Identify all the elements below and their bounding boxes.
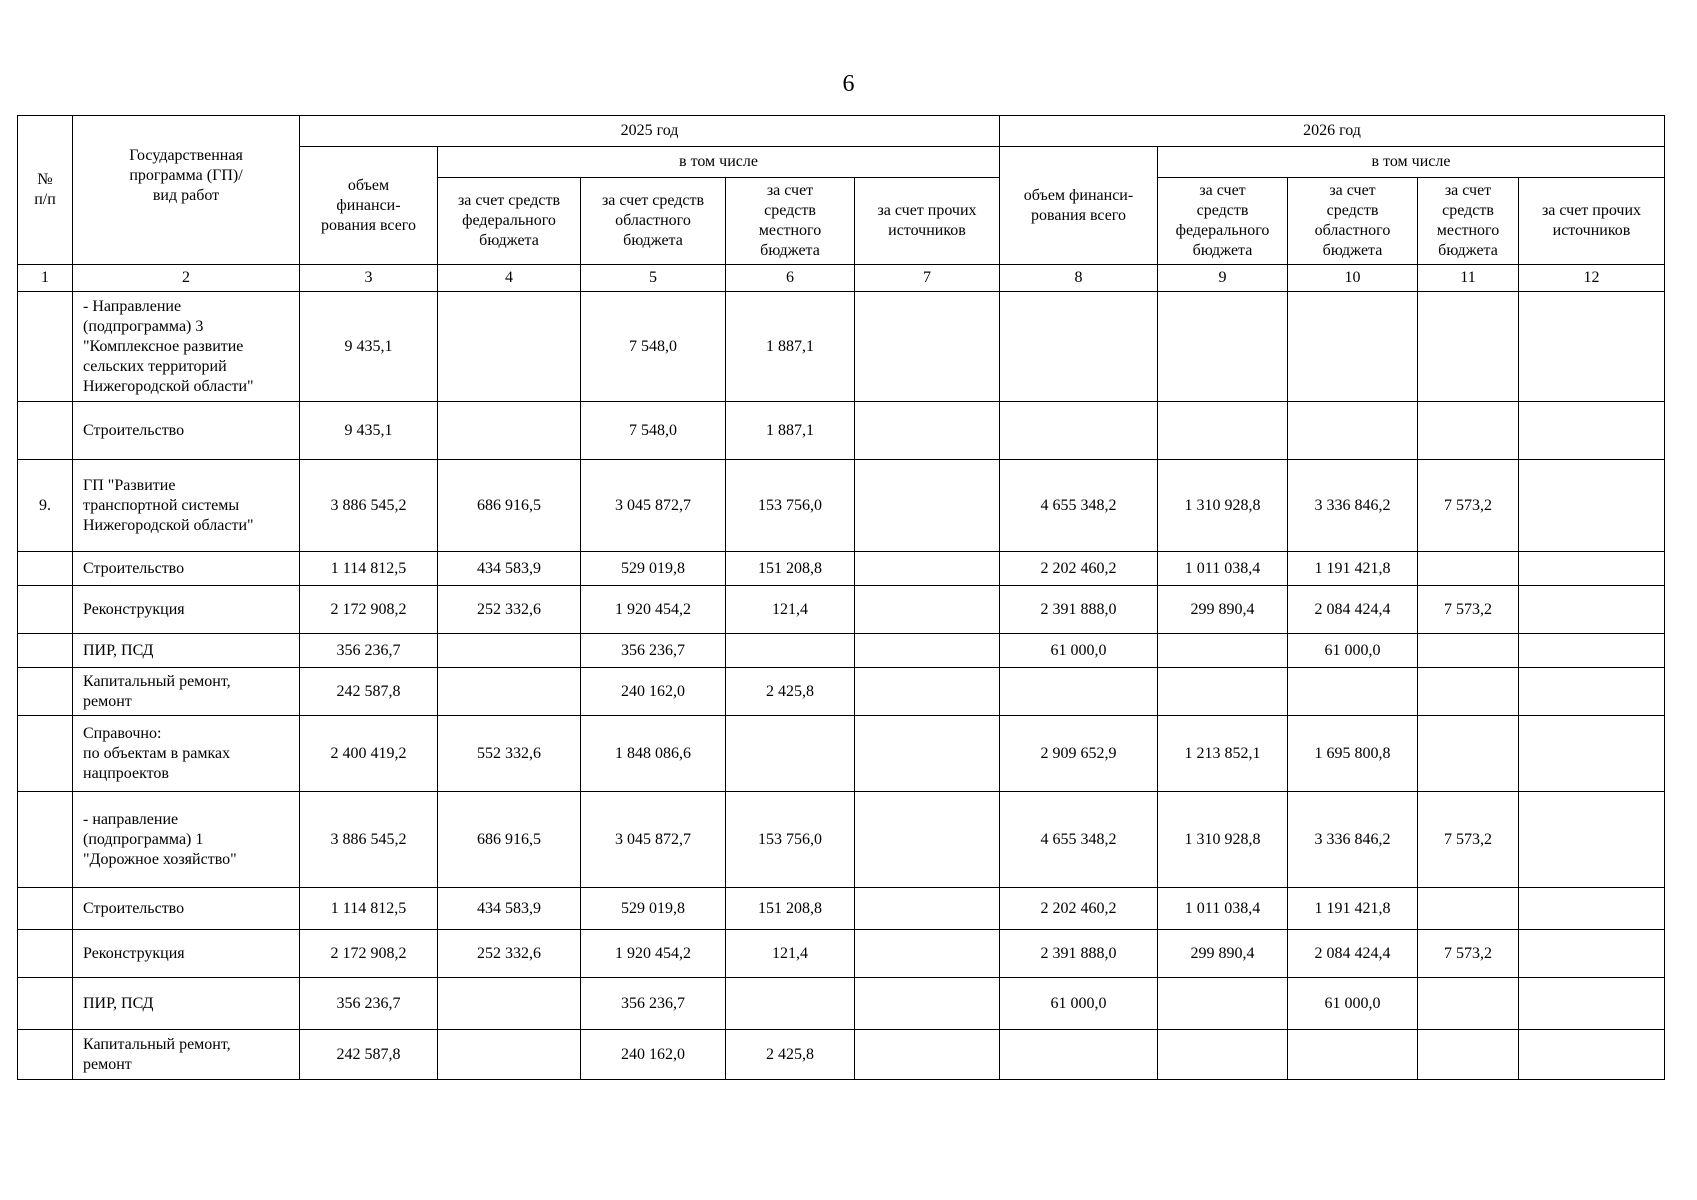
value-cell: 252 332,6: [438, 930, 581, 978]
value-cell: 240 162,0: [581, 668, 726, 716]
value-cell: [855, 1030, 1000, 1080]
table-row: [18, 978, 1665, 1030]
value-cell: [855, 586, 1000, 634]
value-cell: 242 587,8: [300, 1030, 438, 1080]
column-number: 4: [438, 265, 581, 292]
value-cell: 1 114 812,5: [300, 888, 438, 930]
value-cell: [855, 634, 1000, 668]
column-numbers-row: [18, 265, 1665, 292]
value-cell: 2 391 888,0: [1000, 930, 1158, 978]
row-name: Строительство: [73, 402, 300, 460]
value-cell: 3 045 872,7: [581, 792, 726, 888]
value-cell: [726, 634, 855, 668]
row-number: [18, 586, 73, 634]
value-cell: [1418, 552, 1519, 586]
value-cell: 7 573,2: [1418, 930, 1519, 978]
value-cell: [855, 888, 1000, 930]
value-cell: [1418, 634, 1519, 668]
value-cell: 121,4: [726, 586, 855, 634]
value-cell: [1288, 402, 1418, 460]
header-year-2026: 2026 год: [1000, 116, 1665, 147]
value-cell: 2 400 419,2: [300, 716, 438, 792]
value-cell: 3 336 846,2: [1288, 460, 1418, 552]
value-cell: 240 162,0: [581, 1030, 726, 1080]
value-cell: [438, 668, 581, 716]
value-cell: [438, 1030, 581, 1080]
value-cell: [855, 792, 1000, 888]
value-cell: [1519, 888, 1665, 930]
table-row: [18, 716, 1665, 792]
column-number: 11: [1418, 265, 1519, 292]
table-row: [18, 792, 1665, 888]
row-number: [18, 888, 73, 930]
value-cell: [1418, 292, 1519, 402]
header-other-2026: [1519, 178, 1665, 265]
value-cell: 153 756,0: [726, 460, 855, 552]
value-cell: 1 011 038,4: [1158, 552, 1288, 586]
row-number: [18, 978, 73, 1030]
value-cell: 7 573,2: [1418, 586, 1519, 634]
value-cell: [1519, 402, 1665, 460]
value-cell: [1158, 402, 1288, 460]
value-cell: 1 310 928,8: [1158, 460, 1288, 552]
header-fed-2026: [1158, 178, 1288, 265]
value-cell: [1519, 586, 1665, 634]
value-cell: 2 425,8: [726, 668, 855, 716]
row-name: ГП "Развитие транспортной системы Нижегородской области": [73, 460, 300, 552]
value-cell: 3 886 545,2: [300, 792, 438, 888]
value-cell: [855, 552, 1000, 586]
page-number: 6: [842, 71, 855, 97]
value-cell: 2 084 424,4: [1288, 586, 1418, 634]
value-cell: [855, 668, 1000, 716]
value-cell: 2 172 908,2: [300, 586, 438, 634]
value-cell: [1519, 634, 1665, 668]
header-fed-2025: [438, 178, 581, 265]
header-row-years: [18, 116, 1665, 147]
header-fed-2025-text: за счет средств федерального бюджета: [457, 192, 561, 249]
value-cell: 1 011 038,4: [1158, 888, 1288, 930]
row-name: Реконструкция: [73, 930, 300, 978]
value-cell: 1 695 800,8: [1288, 716, 1418, 792]
value-cell: [1418, 888, 1519, 930]
value-cell: 242 587,8: [300, 668, 438, 716]
value-cell: 4 655 348,2: [1000, 792, 1158, 888]
value-cell: 299 890,4: [1158, 930, 1288, 978]
row-name: - Направление (подпрограмма) 3 "Комплексное развитие сельских территорий Нижегородской области": [73, 292, 300, 402]
value-cell: 7 573,2: [1418, 460, 1519, 552]
value-cell: [726, 978, 855, 1030]
value-cell: 9 435,1: [300, 292, 438, 402]
row-number: [18, 668, 73, 716]
row-name: Справочно: по объектам в рамках нацпроектов: [73, 716, 300, 792]
header-loc-2026-text: за счет средств местного бюджета: [1436, 182, 1500, 259]
row-name: Реконструкция: [73, 586, 300, 634]
value-cell: 1 887,1: [726, 292, 855, 402]
header-num-text: № п/п: [34, 171, 56, 208]
value-cell: [1158, 1030, 1288, 1080]
header-reg-2025-text: за счет средств областного бюджета: [601, 192, 705, 249]
header-incl-2026: в том числе: [1158, 147, 1665, 178]
header-reg-2026-text: за счет средств областного бюджета: [1314, 182, 1391, 259]
value-cell: 529 019,8: [581, 888, 726, 930]
value-cell: 252 332,6: [438, 586, 581, 634]
row-number: [18, 1030, 73, 1080]
value-cell: 61 000,0: [1000, 978, 1158, 1030]
column-number: 12: [1519, 265, 1665, 292]
value-cell: 153 756,0: [726, 792, 855, 888]
table-row: [18, 1030, 1665, 1080]
header-loc-2025-text: за счет средств местного бюджета: [758, 182, 822, 259]
value-cell: [726, 716, 855, 792]
row-number: [18, 552, 73, 586]
column-number: 10: [1288, 265, 1418, 292]
value-cell: 151 208,8: [726, 552, 855, 586]
value-cell: 1 191 421,8: [1288, 552, 1418, 586]
value-cell: [1288, 668, 1418, 716]
row-number: [18, 634, 73, 668]
value-cell: [1158, 978, 1288, 1030]
table-row: [18, 402, 1665, 460]
value-cell: [1519, 930, 1665, 978]
value-cell: [1519, 792, 1665, 888]
value-cell: [1418, 978, 1519, 1030]
column-number: 5: [581, 265, 726, 292]
header-program: [73, 116, 300, 265]
value-cell: [1000, 292, 1158, 402]
value-cell: [1519, 668, 1665, 716]
value-cell: [1418, 668, 1519, 716]
column-number: 6: [726, 265, 855, 292]
row-name: ПИР, ПСД: [73, 978, 300, 1030]
value-cell: 61 000,0: [1000, 634, 1158, 668]
header-reg-2025: [581, 178, 726, 265]
table-row: [18, 460, 1665, 552]
value-cell: [1519, 716, 1665, 792]
header-other-2026-text: за счет прочих источников: [1541, 202, 1642, 239]
value-cell: 4 655 348,2: [1000, 460, 1158, 552]
value-cell: [1418, 402, 1519, 460]
table-row: [18, 552, 1665, 586]
row-number: [18, 792, 73, 888]
value-cell: 1 191 421,8: [1288, 888, 1418, 930]
value-cell: 7 573,2: [1418, 792, 1519, 888]
row-number: [18, 292, 73, 402]
value-cell: 356 236,7: [581, 978, 726, 1030]
value-cell: 686 916,5: [438, 792, 581, 888]
value-cell: [1519, 552, 1665, 586]
value-cell: [1418, 1030, 1519, 1080]
row-name: Строительство: [73, 888, 300, 930]
value-cell: 1 848 086,6: [581, 716, 726, 792]
value-cell: 2 084 424,4: [1288, 930, 1418, 978]
value-cell: 434 583,9: [438, 888, 581, 930]
header-other-2025: [855, 178, 1000, 265]
value-cell: [855, 402, 1000, 460]
table-row: [18, 668, 1665, 716]
value-cell: 7 548,0: [581, 402, 726, 460]
column-number: 7: [855, 265, 1000, 292]
value-cell: [1158, 634, 1288, 668]
row-number: 9.: [18, 460, 73, 552]
column-number: 1: [18, 265, 73, 292]
value-cell: 1 887,1: [726, 402, 855, 460]
header-num: [18, 116, 73, 265]
header-incl-2025: в том числе: [438, 147, 1000, 178]
header-total-2026: [1000, 147, 1158, 265]
header-program-text: Государственная программа (ГП)/ вид работ: [129, 147, 243, 204]
value-cell: [855, 460, 1000, 552]
table-row: [18, 292, 1665, 402]
value-cell: 3 336 846,2: [1288, 792, 1418, 888]
value-cell: 529 019,8: [581, 552, 726, 586]
value-cell: 2 202 460,2: [1000, 888, 1158, 930]
value-cell: [438, 292, 581, 402]
column-number: 8: [1000, 265, 1158, 292]
value-cell: [1519, 978, 1665, 1030]
table-row: [18, 634, 1665, 668]
value-cell: 552 332,6: [438, 716, 581, 792]
value-cell: 2 202 460,2: [1000, 552, 1158, 586]
value-cell: 1 114 812,5: [300, 552, 438, 586]
row-name: Капитальный ремонт, ремонт: [73, 1030, 300, 1080]
value-cell: 2 909 652,9: [1000, 716, 1158, 792]
table-row: [18, 586, 1665, 634]
value-cell: 3 045 872,7: [581, 460, 726, 552]
value-cell: 3 886 545,2: [300, 460, 438, 552]
value-cell: 2 172 908,2: [300, 930, 438, 978]
value-cell: 7 548,0: [581, 292, 726, 402]
table-row: [18, 888, 1665, 930]
value-cell: 686 916,5: [438, 460, 581, 552]
value-cell: [1519, 292, 1665, 402]
value-cell: 2 391 888,0: [1000, 586, 1158, 634]
row-name: ПИР, ПСД: [73, 634, 300, 668]
value-cell: [1288, 1030, 1418, 1080]
value-cell: [1288, 292, 1418, 402]
header-other-2025-text: за счет прочих источников: [877, 202, 977, 239]
column-number: 9: [1158, 265, 1288, 292]
value-cell: [855, 292, 1000, 402]
value-cell: [1519, 460, 1665, 552]
column-number: 3: [300, 265, 438, 292]
value-cell: [1158, 668, 1288, 716]
value-cell: [1158, 292, 1288, 402]
value-cell: [438, 634, 581, 668]
row-number: [18, 930, 73, 978]
financing-table: [17, 115, 1665, 1080]
value-cell: [438, 978, 581, 1030]
value-cell: 356 236,7: [300, 978, 438, 1030]
value-cell: [438, 402, 581, 460]
value-cell: [1519, 1030, 1665, 1080]
header-loc-2025: [726, 178, 855, 265]
value-cell: 151 208,8: [726, 888, 855, 930]
value-cell: 9 435,1: [300, 402, 438, 460]
column-number: 2: [73, 265, 300, 292]
header-fed-2026-text: за счет средств федерального бюджета: [1175, 182, 1270, 259]
value-cell: 356 236,7: [300, 634, 438, 668]
value-cell: [1000, 402, 1158, 460]
value-cell: 1 920 454,2: [581, 586, 726, 634]
table-row: [18, 930, 1665, 978]
value-cell: 121,4: [726, 930, 855, 978]
row-name: Капитальный ремонт, ремонт: [73, 668, 300, 716]
value-cell: 61 000,0: [1288, 978, 1418, 1030]
value-cell: 1 213 852,1: [1158, 716, 1288, 792]
value-cell: 1 920 454,2: [581, 930, 726, 978]
value-cell: 356 236,7: [581, 634, 726, 668]
value-cell: [1000, 1030, 1158, 1080]
value-cell: 434 583,9: [438, 552, 581, 586]
value-cell: [855, 930, 1000, 978]
row-name: Строительство: [73, 552, 300, 586]
header-reg-2026: [1288, 178, 1418, 265]
value-cell: [1000, 668, 1158, 716]
row-name: - направление (подпрограмма) 1 "Дорожное хозяйство": [73, 792, 300, 888]
value-cell: 299 890,4: [1158, 586, 1288, 634]
header-total-2026-text: объем финанси- рования всего: [1023, 186, 1134, 224]
value-cell: [1418, 716, 1519, 792]
header-loc-2026: [1418, 178, 1519, 265]
value-cell: 2 425,8: [726, 1030, 855, 1080]
header-year-2025: 2025 год: [300, 116, 1000, 147]
value-cell: 1 310 928,8: [1158, 792, 1288, 888]
value-cell: [855, 716, 1000, 792]
header-total-2025: [300, 147, 438, 265]
row-number: [18, 716, 73, 792]
header-total-2025-text: объем финанси- рования всего: [321, 176, 416, 234]
value-cell: [855, 978, 1000, 1030]
value-cell: 61 000,0: [1288, 634, 1418, 668]
row-number: [18, 402, 73, 460]
